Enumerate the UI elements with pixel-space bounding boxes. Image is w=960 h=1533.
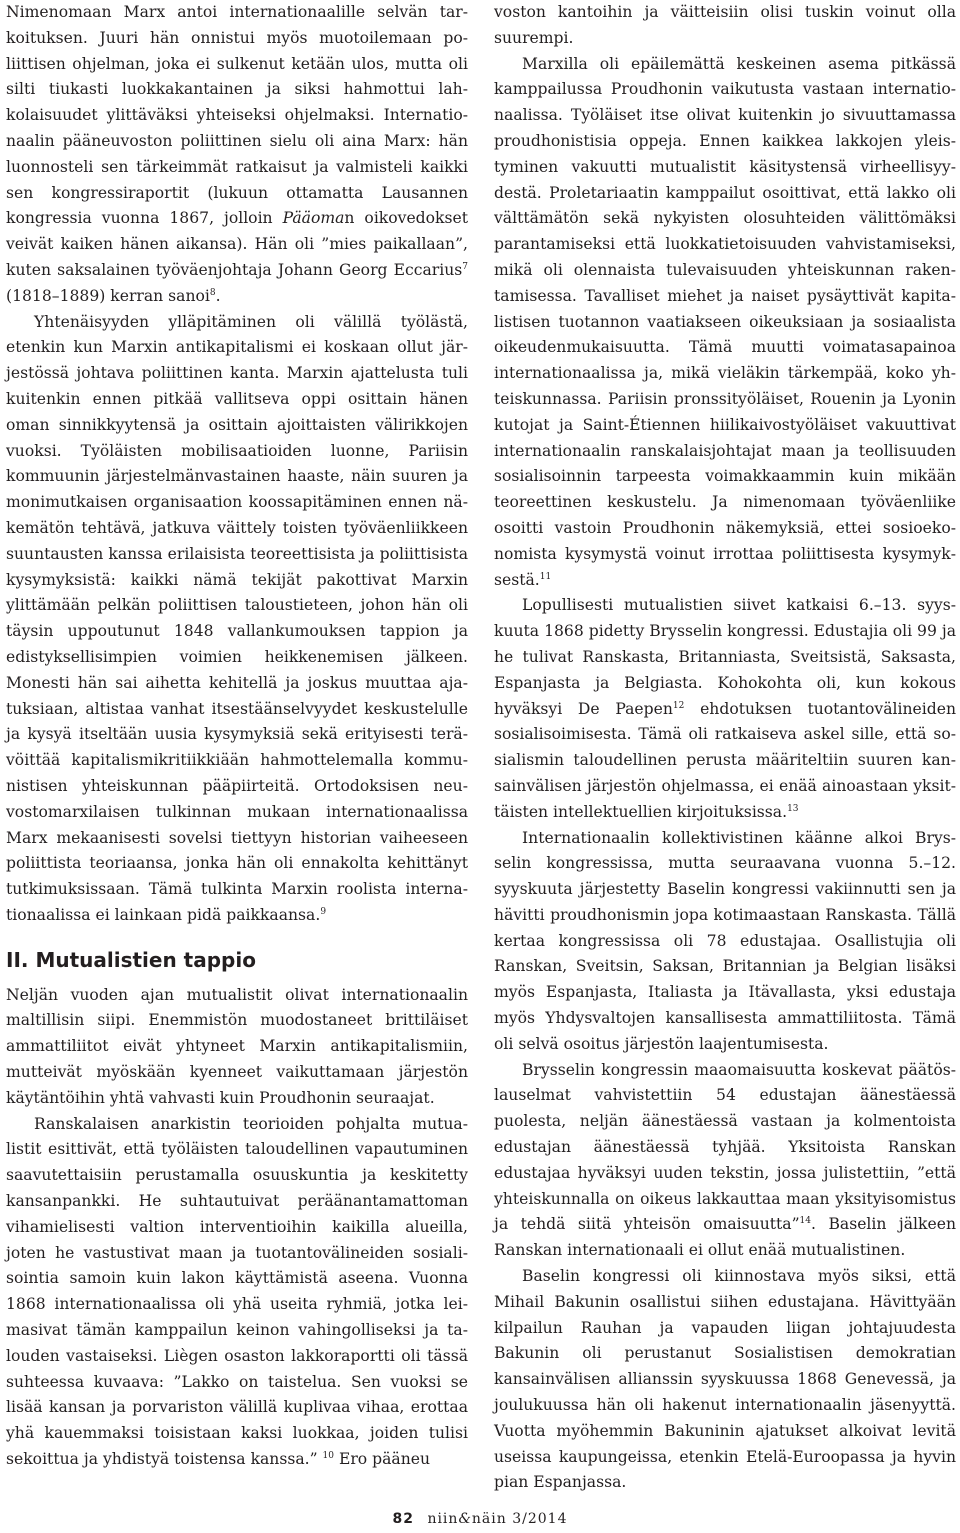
section-heading: II. Mutualistien tappio bbox=[6, 947, 256, 972]
paragraph: Brysselin kongressin maaomaisuutta koskevat päätöslauselmat vahvistettiin 54 edustajan äänestäessä puolesta, neljän äänestäessä vastaan ja kolmentoista edustajan äänestäessä tyhjää. Yksitoista Ranskan edustajaa hyväksyi uuden tekstin, jossa julistettiin, ”että yhteiskunnalla on oikeus lakkauttaa maan yksityisomistus ja tehdä siitä yhteisön omaisuutta”$^{14}$. Baselin jälkeen Ranskan internationaali ei ollut enää mutualistinen. bbox=[494, 1060, 956, 1260]
issue-number: 3/2014 bbox=[512, 1511, 568, 1527]
paragraph-continued: voston kantoihin ja väitteisiin olisi tuskin voinut olla suurempi. bbox=[494, 3, 956, 47]
paragraph: Lopullisesti mutualistien siivet katkaisi 6.–13. syyskuuta 1868 pidetty Brysselin kongressi. Edustajia oli 99 ja he tulivat Ranskasta, Britanniasta, Sveitsistä, Saksasta, Espanjasta ja Belgiasta. Kohokohta oli, kun kokous hyväksyi De Paepen$^{12}$ ehdotuksen tuotantovälineiden sosialisoimisesta. Tämä oli ratkaiseva askel sille, että sosialismin taloudellinen perusta määriteltiin suuren kansainvälisen järjestön ohjelmassa, ei enää ainoastaan yksittäisten intellektuellien kirjoituksissa.$^{13}$ bbox=[494, 596, 956, 821]
footnote-ref[interactable]: 11 bbox=[539, 571, 552, 582]
footnote-ref[interactable]: 13 bbox=[787, 803, 799, 814]
paragraph: Baselin kongressi oli kiinnostava myös siksi, että Mihail Bakunin osallistui siihen edustajana. Hävittyään kilpailun Rauhan ja vapauden liigan johtajuudesta Bakunin oli perustanut Sosialistisen demokratian kansainvälisen allianssin syyskuussa 1868 Genevessä, ja joulukuussa hän oli hakenut internationaalin jäsenyyttä. Vuotta myöhemmin Bakuninin ajatukset alkoivat levitä useissa kaupungeissa, etenkin Etelä-Euroopassa ja hyvin pian Espanjassa. bbox=[494, 1267, 956, 1492]
left-column bbox=[6, 0, 468, 1473]
footnote-ref[interactable]: 10 bbox=[322, 1451, 334, 1462]
paragraph: Neljän vuoden ajan mutualistit olivat internationaalin maltillisin siipi. Enemmistön muodostaneet brittiläiset ammattiliitot eivät yhtyneet Marxin antikapitalismiin, mutteivät myöskään kyenneet vaikuttamaan järjestön käytäntöihin yhtä vahvasti kuin Proudhonin seuraajat. bbox=[6, 985, 468, 1107]
footnote-ref[interactable]: 8 bbox=[209, 287, 216, 298]
footnote-ref[interactable]: 7 bbox=[462, 261, 468, 272]
footnote-ref[interactable]: 9 bbox=[320, 906, 327, 917]
magazine-name: niin&näin bbox=[427, 1511, 507, 1527]
right-column bbox=[494, 0, 956, 1496]
footnote-ref[interactable]: 12 bbox=[672, 700, 685, 711]
paragraph: Yhtenäisyyden ylläpitäminen oli välillä työlästä, etenkin kun Marxin antikapitalismi ei koskaan ollut järjestössä johtava poliittinen kanta. Marxin ajattelusta tuli kuitenkin ennen pitkää vallitseva oppi osittain hänen oman sinnikkyytensä ja osittain ajoittaisten välirikkojen vuoksi. Työläisten mobilisaatioiden luonne, Pariisin kommuunin järjestelmänvastainen haaste, näin suuren ja monimutkaisen organisaation koossapitäminen ennen näkemätön tehtävä, jatkuva väittely toisten työväenliikkeen suuntausten kanssa erilaisista teoreettisista ja poliittisista kysymyksistä: kaikki nämä tekijät pakottivat Marxin ylittämään pelkän poliittisen taloustieteen, johon hän oli täysin uppoutunut 1848 vallankumouksen tappion ja edistyksellisimpien voimien heikkenemisen jälkeen. Monesti hän sai aihetta kehitellä ja joskus muuttaa ajatuksiaan, altistaa vanhat itsestäänselvyydet keskustelulle ja kysyä itseltään uusia kysymyksiä sekä erityisesti terävöittää kapitalismikritiikkiään hahmottelemalla kommunistisen yhteiskunnan pääpiirteitä. Ortodoksisen neuvostomarxilaisen tulkinnan mukaan internationaalissa Marx mekaanisesti sovelsi tiettyyn historian vaiheeseen poliittista teoriaansa, jonka hän oli ennakolta kehittänyt tutkimuksissaan. Tämä tulkinta Marxin roolista internationaalissa ei lainkaan pidä paikkaansa.$^9$ bbox=[6, 312, 468, 924]
footnote-ref[interactable]: 14 bbox=[799, 1216, 811, 1227]
paragraph: Ranskalaisen anarkistin teorioiden pohjalta mutualistit esittivät, että työläisten taloudellinen vapautuminen saavutettaisiin perustamalla osuuskuntia ja keskitetty kansanpankki. He suhtautuivat peräänantamattoman vihamielisesti valtion interventioihin kaikilla alueilla, joten he vastustivat maan ja tuotantovälineiden sosialisointia samoin kuin lakon käyttämistä aseena. Vuonna 1868 internationaalissa oli yhä useita ryhmiä, jotka leimasivat tämän kamppailun keinon vahingolliseksi ja talouden vastaiseksi. Liègen osaston lakkoraportti oli tässä suhteessa kuvaava: ”Lakko on taistelua. Sen vuoksi se lisää kansan ja porvariston välillä kuplivaa vihaa, erottaa yhä kauemmaksi toisistaan kaksi luokkaa, joiden tulisi sekoittua ja yhdistyä toistensa kanssa.” $^{10}$ Ero pääneu bbox=[6, 1114, 468, 1469]
paragraph: Nimenomaan Marx antoi internationaalille selvän tarkoituksen. Juuri hän onnistui myös muotoilemaan poliittisen ohjelman, joka ei sulkenut ketään ulos, mutta oli silti tiukasti luokkakantainen ja siksi hahmottui lahkolaisuudet ylittäväksi yhteiseksi ohjelmaksi. Internationaalin pääneuvoston poliittinen sielu oli aina Marx: hän luonnosteli sen tärkeimmät ratkaisut ja valmisteli kaikki sen kongressiraportit (lukuun ottamatta Lausannen kongressia vuonna 1867, jolloin Pääoman oikovedokset veivät kaiken hänen aikansa). Hän oli ”mies paikallaan”, kuten saksalainen työväenjohtaja Johann Georg Eccarius$^7$ (1818–1889) kerran sanoi$^8$. bbox=[6, 3, 468, 305]
page-number: 82 bbox=[392, 1511, 414, 1527]
paragraph: Marxilla oli epäilemättä keskeinen asema pitkässä kamppailussa Proudhonin vaikutusta vastaan internationaalissa. Työläiset itse olivat kuitenkin jo sivuuttamassa proudhonistisia oppeja. Ennen kaikkea lakkojen yleistyminen vakuutti mutualistit käsitystensä virheellisyydestä. Proletariaatin kamppailut osoittivat, että lakko oli välttämätön sekä nykyisten olosuhteiden välittömäksi parantamiseksi että luokkatietoisuuden vahvistamiseksi, mikä oli olennaista tulevaisuuden yhteiskunnan rakentamisessa. Tavalliset miehet ja naiset pysäyttivät kapitalistisen tuotannon vaatiakseen oikeuksiaan ja sosiaalista oikeudenmukaisuutta. Tämä muutti voimatasapainoa internationaalissa ja, mikä vieläkin tärkempää, koko yhteiskunnassa. Pariisin pronssityöläiset, Rouenin ja Lyonin kutojat ja Saint-Étiennen hiilikaivostyöläiset vakuuttivat internationaalin ranskalaisjohtajat maan ja teollisuuden sosialisoinnin tarpeesta voimakkaammin kuin mikään teoreettinen keskustelu. Ja nimenomaan työväenliike osoitti vastoin Proudhonin näkemyksiä, ettei sosioekonomista kysymystä voinut irrottaa poliittisesta kysymyksestä.$^{11}$ bbox=[494, 54, 956, 589]
book-title: Pääoma bbox=[282, 209, 345, 228]
page-footer bbox=[0, 1511, 960, 1527]
paragraph: Internationaalin kollektivistinen käänne alkoi Brysselin kongressissa, mutta seuraavana vuonna 5.–12. syyskuuta järjestetty Baselin kongressi vakiinnutti sen ja hävitti proudhonismin jopa kotimaastaan Ranskasta. Tällä kertaa kongressissa oli 78 edustajaa. Osallistujia oli Ranskan, Sveitsin, Saksan, Britannian ja Belgian lisäksi myös Espanjasta, Italiasta ja Itävallasta, yksi edustaja myös Yhdysvaltojen kansallisesta ammattiliitosta. Tämä oli selvä osoitus järjestön laajentumisesta. bbox=[494, 828, 956, 1053]
